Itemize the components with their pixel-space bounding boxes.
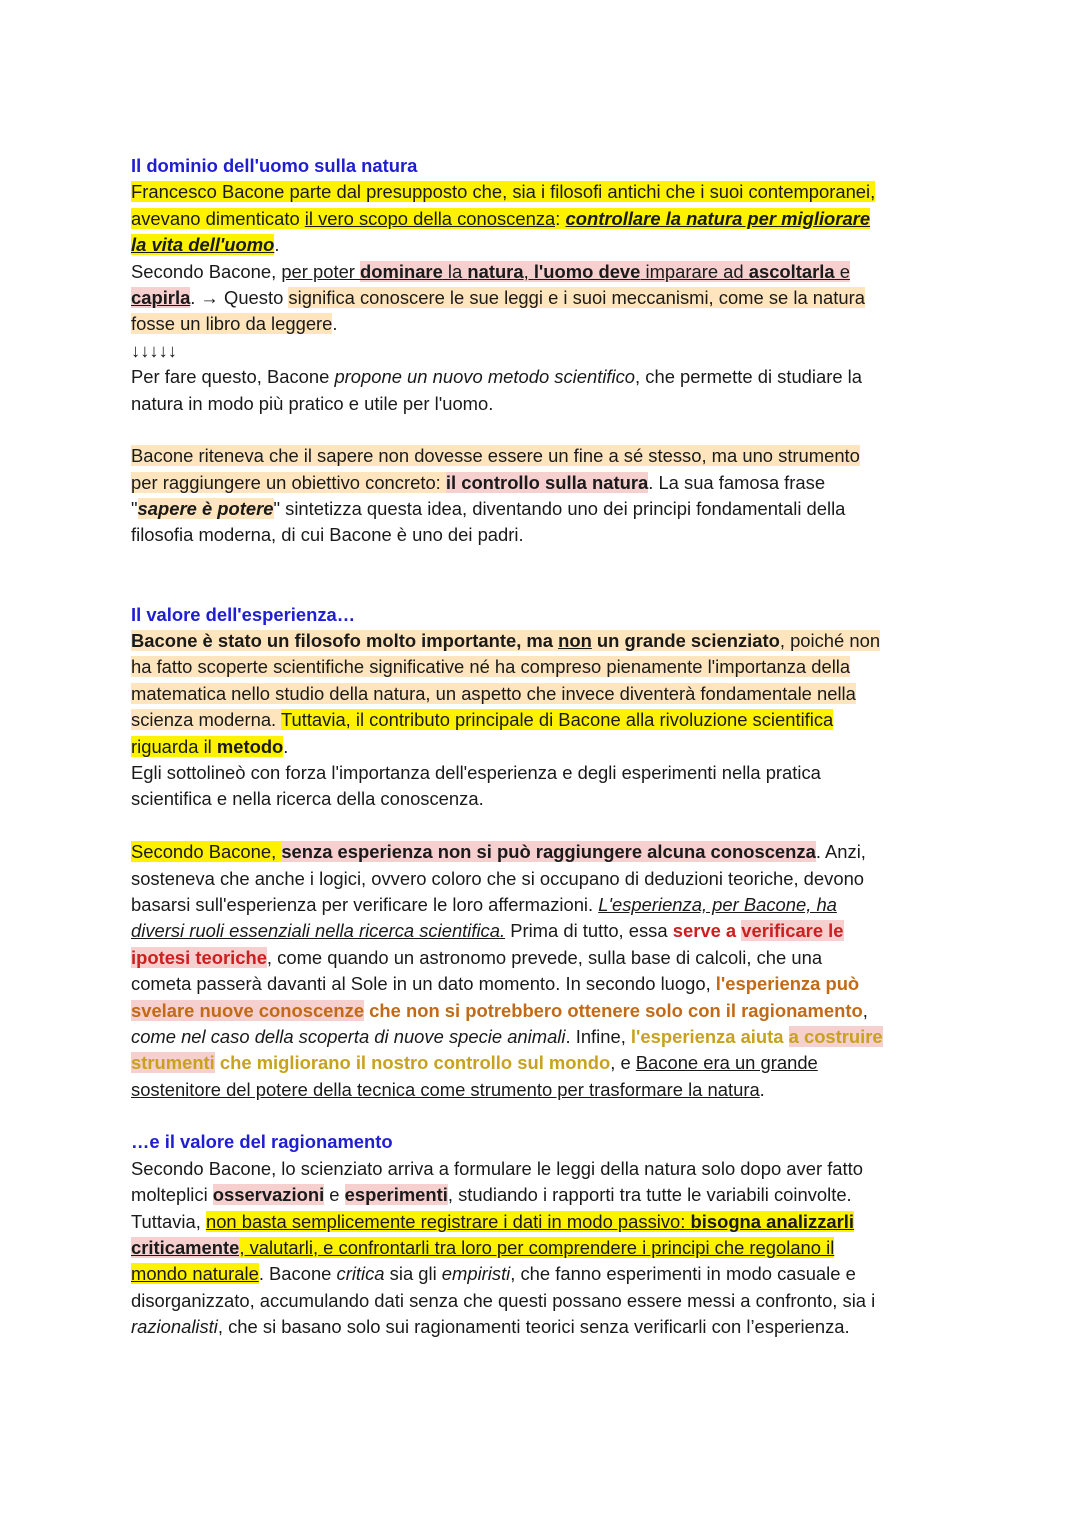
- italic-text: razionalisti: [131, 1316, 218, 1338]
- blank-line: [131, 813, 960, 839]
- arrows-down-icon: ↓↓↓↓↓: [131, 339, 177, 361]
- underlined-text: per poter: [281, 260, 361, 282]
- paragraph-line: [131, 1261, 960, 1287]
- highlight-pink: capirla: [131, 286, 191, 308]
- highlight-pink: la: [442, 260, 468, 282]
- highlight-yellow: , valutarli, e confrontarli tra loro per comprendere i principi che regolano il: [239, 1237, 835, 1259]
- paragraph-line: filosofia moderna, di cui Bacone è uno dei padri.: [131, 524, 524, 546]
- paragraph-line: [131, 628, 960, 654]
- blank-line: [131, 549, 960, 575]
- highlight-yellow: non basta semplicemente registrare i dati in modo passivo:: [205, 1210, 691, 1232]
- highlight-pink: imparare ad: [640, 260, 749, 282]
- paragraph-line: [131, 364, 960, 390]
- underlined-text: il vero scopo della conoscenza: [304, 207, 556, 229]
- italic-text: empiristi: [441, 1263, 511, 1285]
- highlight-pink: senza esperienza non si può raggiungere alcuna conoscenza: [281, 841, 816, 863]
- highlight-orange: fosse un libro da leggere: [131, 313, 333, 335]
- highlight-pink: esperimenti: [344, 1184, 448, 1206]
- text: e: [324, 1184, 345, 1206]
- text: ,: [862, 999, 868, 1021]
- highlight-orange: significa conoscere le sue leggi e i suoi meccanismi, come se la natura: [288, 286, 865, 308]
- text: . Anzi,: [815, 841, 866, 863]
- highlight-orange: matematica nello studio della natura, un aspetto che invece diventerà fondamentale nella: [131, 682, 856, 704]
- text: .: [274, 234, 280, 256]
- paragraph-line: [131, 918, 960, 944]
- red-text: serve a: [672, 920, 742, 942]
- text: . La sua famosa frase: [648, 471, 826, 493]
- text: molteplici: [131, 1184, 213, 1206]
- highlight-pink: ,: [523, 260, 534, 282]
- bold-italic-emphasis: la vita dell'uomo: [131, 234, 275, 256]
- paragraph-line: Egli sottolineò con forza l'importanza dell'esperienza e degli esperimenti nella pratica: [131, 761, 821, 783]
- underlined-text: Bacone era un grande: [635, 1052, 818, 1074]
- paragraph-line: [131, 1314, 960, 1340]
- highlight-pink: natura: [467, 260, 524, 282]
- paragraph-line: [131, 1235, 960, 1261]
- text: Per fare questo, Bacone: [131, 366, 335, 388]
- paragraph-line: [131, 734, 960, 760]
- highlight-yellow: Francesco Bacone parte dal presupposto che, sia i filosofi antichi che i suoi contemporanei,: [131, 181, 876, 203]
- text: Tuttavia,: [131, 1210, 206, 1232]
- text: , che si basano solo sui ragionamenti teorici senza verificarli con l’esperienza.: [217, 1316, 850, 1338]
- highlight-yellow: Tuttavia, il contributo principale di Bacone alla rivoluzione scientifica: [280, 709, 834, 731]
- blank-line: [131, 575, 960, 601]
- highlight-orange: , poiché non: [779, 630, 881, 652]
- text: .: [283, 735, 289, 757]
- italic-text: critica: [336, 1263, 385, 1285]
- highlight-pink: ipotesi teoriche: [131, 946, 267, 968]
- paragraph-line: disorganizzato, accumulando dati senza che questi possano essere messi a confronto, sia i: [131, 1289, 876, 1311]
- paragraph-line: [131, 1077, 960, 1103]
- paragraph-line: [131, 470, 960, 496]
- text: .: [759, 1078, 765, 1100]
- highlight-pink: l'uomo deve: [533, 260, 641, 282]
- italic-text: come nel caso della scoperta di nuove specie animali: [131, 1025, 566, 1047]
- section-heading-esperienza: Il valore dell'esperienza…: [131, 603, 356, 625]
- paragraph-line: [131, 971, 960, 997]
- highlight-pink: e: [834, 260, 850, 282]
- bold-italic-emphasis: controllare la natura per migliorare: [565, 207, 871, 229]
- highlight-pink: ascoltarla: [748, 260, 835, 282]
- highlight-pink: osservazioni: [212, 1184, 325, 1206]
- paragraph-line: [131, 311, 960, 337]
- paragraph-line: sosteneva che anche i logici, ovvero coloro che si occupano di deduzioni teoriche, devono: [131, 867, 865, 889]
- text: " sintetizza questa idea, diventando uno dei principi fondamentali della: [273, 498, 846, 520]
- text: , e: [610, 1052, 636, 1074]
- underlined-text: L'esperienza, per Bacone, ha: [598, 893, 837, 915]
- text: , che fanno esperimenti in modo casuale e: [510, 1263, 856, 1285]
- text: basarsi sull'esperienza per verificare le loro affermazioni.: [131, 893, 599, 915]
- paragraph-line: natura in modo più pratico e utile per l'uomo.: [131, 392, 494, 414]
- paragraph-line: scientifica e nella ricerca della conoscenza.: [131, 788, 484, 810]
- gold-text: l'esperienza aiuta: [630, 1025, 789, 1047]
- highlight-yellow: mondo naturale: [131, 1263, 259, 1285]
- text: . Bacone: [258, 1263, 337, 1285]
- highlight-yellow: avevano dimenticato: [131, 207, 305, 229]
- gold-text: che migliorano il nostro controllo sul mondo: [214, 1052, 611, 1074]
- highlight-pink: il controllo sulla natura: [445, 471, 649, 493]
- paragraph-line: [131, 998, 960, 1024]
- highlight-pink: svelare nuove conoscenze: [131, 999, 365, 1021]
- text: ": [131, 498, 138, 520]
- paragraph-line: [131, 707, 960, 733]
- underlined-text: non: [558, 630, 592, 652]
- text: Secondo Bacone,: [131, 260, 282, 282]
- underlined-text: sostenitore del potere della tecnica come strumento per trasformare la natura: [131, 1078, 760, 1100]
- highlight-yellow: :: [555, 207, 566, 229]
- paragraph-line: [131, 206, 960, 232]
- highlight-pink: criticamente: [131, 1237, 240, 1259]
- paragraph-line: [131, 232, 960, 258]
- highlight-yellow: Secondo Bacone,: [131, 841, 282, 863]
- paragraph-line: [131, 1024, 960, 1050]
- blank-line: [131, 1103, 960, 1129]
- paragraph-line: [131, 259, 960, 285]
- paragraph-line: [131, 285, 960, 311]
- highlight-orange: Bacone è stato un filosofo molto importante, ma: [131, 630, 559, 652]
- highlight-orange: scienza moderna.: [131, 709, 281, 731]
- paragraph-line: [131, 496, 960, 522]
- text: cometa passerà davanti al Sole in un dato momento. In secondo luogo,: [131, 973, 716, 995]
- highlight-pink: a costruire: [788, 1025, 883, 1047]
- paragraph-line: [131, 1209, 960, 1235]
- text: . Infine,: [565, 1025, 631, 1047]
- text: sia gli: [384, 1263, 442, 1285]
- highlight-orange: Bacone riteneva che il sapere non dovesse essere un fine a sé stesso, ma uno strumento: [131, 445, 860, 467]
- highlight-yellow: metodo: [216, 735, 284, 757]
- blank-line: [131, 417, 960, 443]
- text: , come quando un astronomo prevede, sulla base di calcoli, che una: [266, 946, 823, 968]
- highlight-orange: per raggiungere un obiettivo concreto:: [131, 471, 446, 493]
- text: , studiando i rapporti tra tutte le variabili coinvolte.: [447, 1184, 852, 1206]
- orange-text: l'esperienza può: [715, 973, 860, 995]
- paragraph-line: [131, 654, 960, 680]
- italic-text: propone un nuovo metodo scientifico: [334, 366, 636, 388]
- highlight-yellow: bisogna analizzarli: [690, 1210, 855, 1232]
- highlight-pink: dominare: [360, 260, 443, 282]
- text: Prima di tutto, essa: [505, 920, 673, 942]
- highlight-orange: un grande scienziato: [591, 630, 780, 652]
- paragraph-line: [131, 681, 960, 707]
- highlight-yellow: riguarda il: [131, 735, 217, 757]
- text: .: [332, 313, 338, 335]
- paragraph-line: [131, 892, 960, 918]
- paragraph-line: [131, 1182, 960, 1208]
- paragraph-line: Secondo Bacone, lo scienziato arriva a formulare le leggi della natura solo dopo aver fatto: [131, 1157, 863, 1179]
- paragraph-line: [131, 443, 960, 469]
- section-heading-ragionamento: …e il valore del ragionamento: [131, 1131, 393, 1153]
- section-heading-dominio: Il dominio dell'uomo sulla natura: [131, 155, 418, 176]
- paragraph-line: [131, 839, 960, 865]
- text: . → Questo: [190, 286, 289, 308]
- highlight-orange: ha fatto scoperte scientifiche significative né ha compreso pienamente l'importanza della: [131, 656, 851, 678]
- paragraph-line: [131, 179, 960, 205]
- bold-italic-emphasis: sapere è potere: [137, 498, 274, 520]
- highlight-pink: verificare le: [741, 920, 844, 942]
- highlight-pink: strumenti: [131, 1052, 215, 1074]
- underlined-text: diversi ruoli essenziali nella ricerca scientifica.: [131, 920, 506, 942]
- paragraph-line: [131, 945, 960, 971]
- paragraph-line: [131, 1050, 960, 1076]
- text: , che permette di studiare la: [635, 366, 862, 388]
- orange-text: che non si potrebbero ottenere solo con il ragionamento: [364, 999, 863, 1021]
